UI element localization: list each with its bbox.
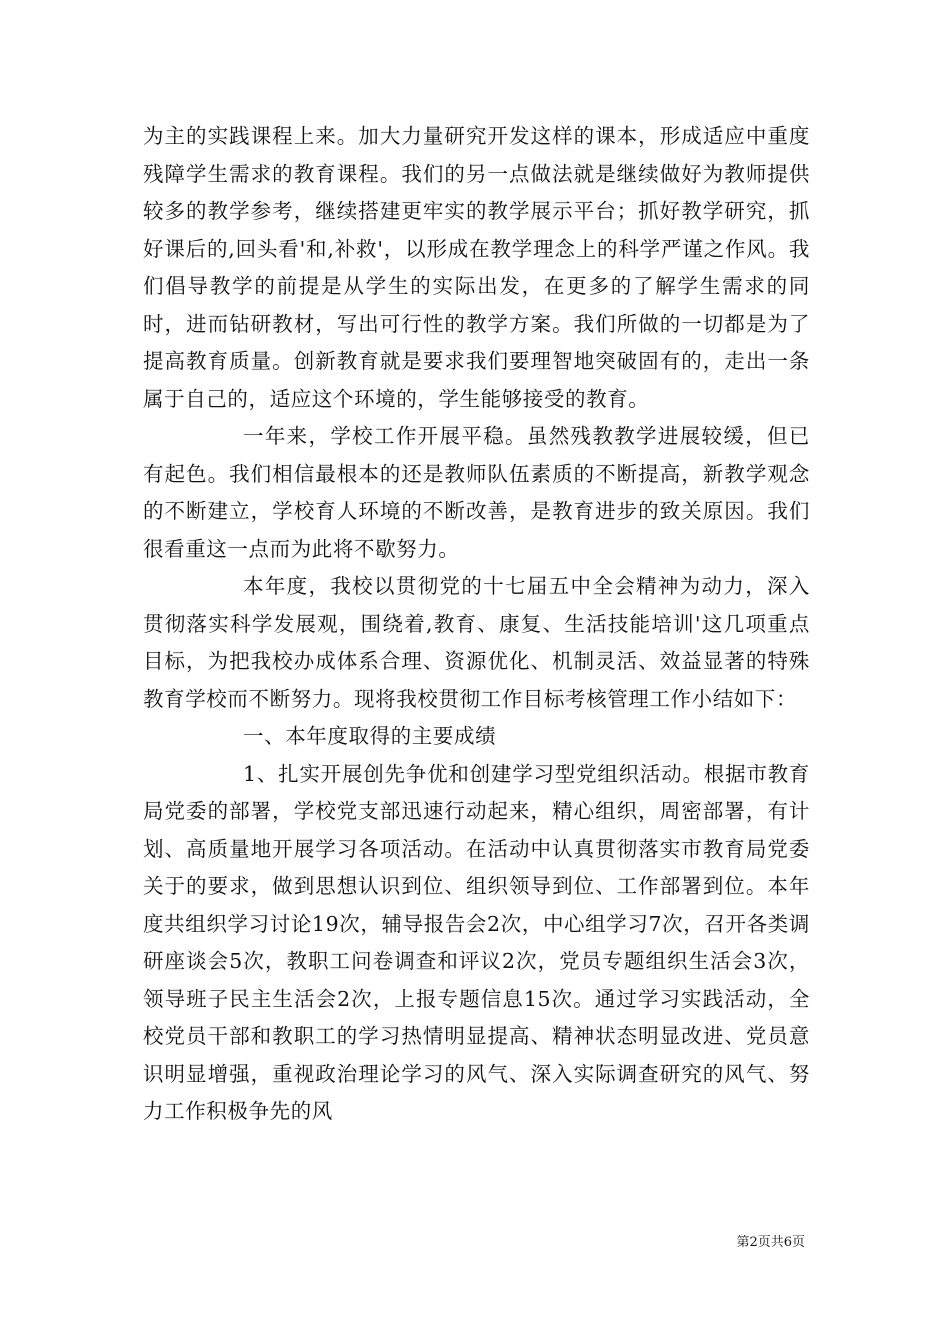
section-heading: 一、本年度取得的主要成绩 [243, 724, 497, 748]
page-number-footer: 第2页共6页 [736, 1235, 805, 1250]
paragraph-4: 1、扎实开展创先争优和创建学习型党组织活动。根据市教育局党委的部署，学校党支部迅速行动起来，精心组织，周密部署，有计划、高质量地开展学习各项活动。在活动中认真贯彻落实市教育局党委关于的要求，做到思想认识到位、组织领导到位、工作部署到位。本年度共组织学习讨论19次，辅导报告会2次，中心组学习7次，召开各类调研座谈会5次，教职工问卷调查和评议2次，党员专题组织生活会3次，领导班子民主生活会2次，上报专题信息15次。通过学习实践活动，全校党员干部和教职工的学习热情明显提高、精神状态明显改进、党员意识明显增强，重视政治理论学习的风气、深入实际调查研究的风气、努力工作积极争先的风 [143, 761, 810, 1123]
paragraph-1: 为主的实践课程上来。加大力量研究开发这样的课本，形成适应中重度残障学生需求的教育课程。我们的另一点做法就是继续做好为教师提供较多的教学参考，继续搭建更牢实的教学展示平台；抓好教学研究，抓好课后的,回头看'和,补救'，以形成在教学理念上的科学严谨之作风。我们倡导教学的前提是从学生的实际出发，在更多的了解学生需求的同时，进而钻研教材，写出可行性的教学方案。我们所做的一切都是为了提高教育质量。创新教育就是要求我们要理智地突破固有的，走出一条属于自己的，适应这个环境的，学生能够接受的教育。 [143, 124, 810, 411]
paragraph-2: 一年来，学校工作开展平稳。虽然残教教学进展较缓，但已有起色。我们相信最根本的还是教师队伍素质的不断提高，新教学观念的不断建立，学校育人环境的不断改善，是教育进步的致关原因。我们很看重这一点而为此将不歇努力。 [143, 424, 810, 561]
document-body [143, 118, 810, 1131]
paragraph-3: 本年度，我校以贯彻党的十七届五中全会精神为动力，深入贯彻落实科学发展观，围绕着,教育、康复、生活技能培训'这几项重点目标，为把我校办成体系合理、资源优化、机制灵活、效益显著的特殊教育学校而不断努力。现将我校贯彻工作目标考核管理工作小结如下： [143, 574, 810, 711]
